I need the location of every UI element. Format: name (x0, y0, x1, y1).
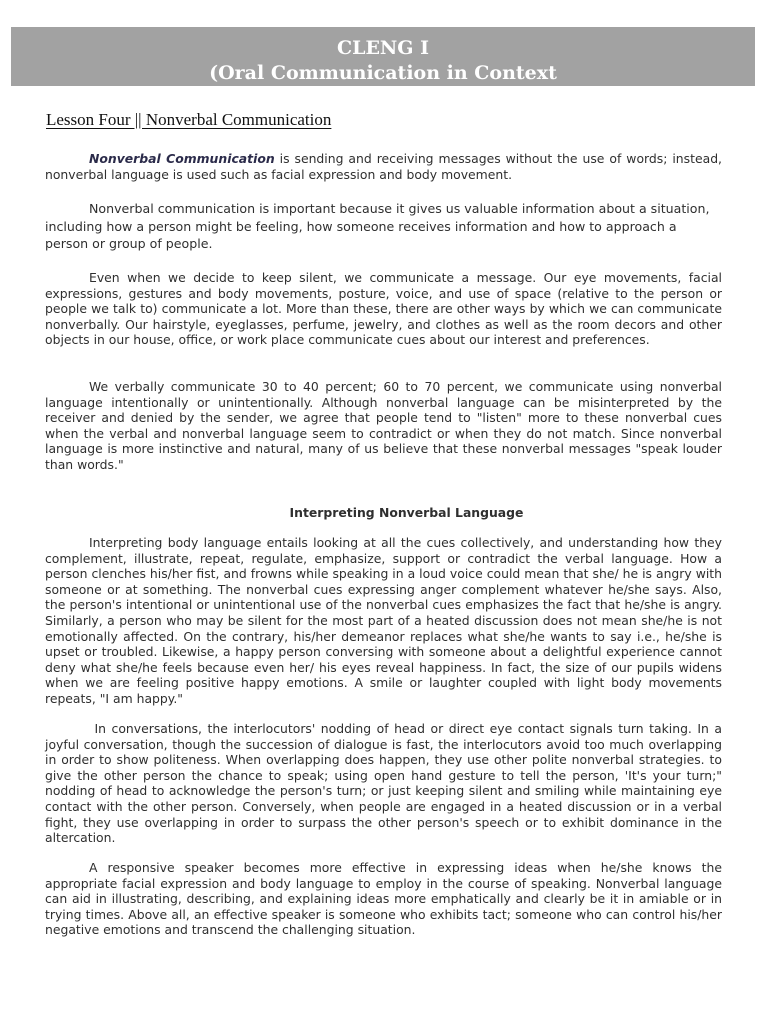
percent-paragraph: We verbally communicate 30 to 40 percent; 60 to 70 percent, we communicate using nonverbal language intentionally or unintentionally. Although nonverbal language can be misinterpreted by the receiver and denied by the sender, we agree that people tend to "listen" more to these nonverbal cues when the verbal and nonverbal language seem to contradict or when they do not match. Since nonverbal language is more instinctive and natural, many of us believe that these nonverbal messages "speak louder than words." (45, 379, 722, 472)
definition-text: is sending and receiving messages without the use of words; instead, nonverbal language is used such as facial expression and body movement. (45, 151, 722, 182)
definition-paragraph (45, 151, 722, 182)
lesson-title: Lesson Four || Nonverbal Communication (46, 110, 332, 129)
course-banner (11, 27, 755, 86)
interpreting-paragraph: Interpreting body language entails looking at all the cues collectively, and understanding how they complement, illustrate, repeat, regulate, emphasize, support or contradict the verbal language. How a person clenches his/her fist, and frowns while speaking in a loud voice could mean that she/ he is angry with someone or at something. The nonverbal cues expressing anger complement whatever he/she says. Also, the person's intentional or unintentional use of the nonverbal cues emphasizes the fact that he/she is angry. Similarly, a person who may be silent for the most part of a heated discussion does not mean she/he is not emotionally affected. On the contrary, his/her demeanor replaces what she/he wants to say i.e., he/she is upset or troubled. Likewise, a happy person conversing with someone about a delightful experience cannot deny what she/he feels because even her/ his eyes reveal happiness. In fact, the size of our pupils widens when we are feeling positive happy emotions. A smile or laughter coupled with light body movements repeats, "I am happy." (45, 535, 722, 706)
course-subtitle: (Oral Communication in Context (209, 62, 557, 84)
silence-paragraph: Even when we decide to keep silent, we communicate a message. Our eye movements, facial expressions, gestures and body movements, posture, voice, and use of space (relative to the person or people we talk to) communicate a lot. More than these, there are other ways by which we can communicate nonverbally. Our hairstyle, eyeglasses, perfume, jewelry, and clothes as well as the room decors and other objects in our house, office, or work place communicate cues about our interest and preferences. (45, 270, 722, 348)
conversations-paragraph: In conversations, the interlocutors' nodding of head or direct eye contact signals turn taking. In a joyful conversation, though the succession of dialogue is fast, the interlocutors avoid too much overlapping in order to show politeness. When overlapping does happen, they use other polite nonverbal strategies. to give the other person the chance to speak; using open hand gesture to tell the person, 'It's your turn;" nodding of head to acknowledge the person's turn; or just keeping silent and smiling while maintaining eye contact with the other person. Conversely, when people are engaged in a heated discussion or in a verbal fight, they use overlapping in order to surpass the other person's speech or to exhibit dominance in the altercation. (45, 721, 722, 846)
course-title: CLENG I (336, 37, 430, 59)
responsive-paragraph: A responsive speaker becomes more effective in expressing ideas when he/she knows the appropriate facial expression and body language to employ in the course of speaking. Nonverbal language can aid in illustrating, describing, and explaining ideas more emphatically and clearly be it in amiable or in trying times. Above all, an effective speaker is someone who exhibits tact; someone who can control his/her negative emotions and transcend the challenging situation. (45, 860, 722, 938)
section-heading: Interpreting Nonverbal Language (289, 505, 524, 520)
defined-term: Nonverbal Communication (89, 151, 275, 166)
importance-paragraph: Nonverbal communication is important because it gives us valuable information about a situation, including how a person might be feeling, how someone receives information and how to approach a person or group of people. (45, 201, 710, 252)
